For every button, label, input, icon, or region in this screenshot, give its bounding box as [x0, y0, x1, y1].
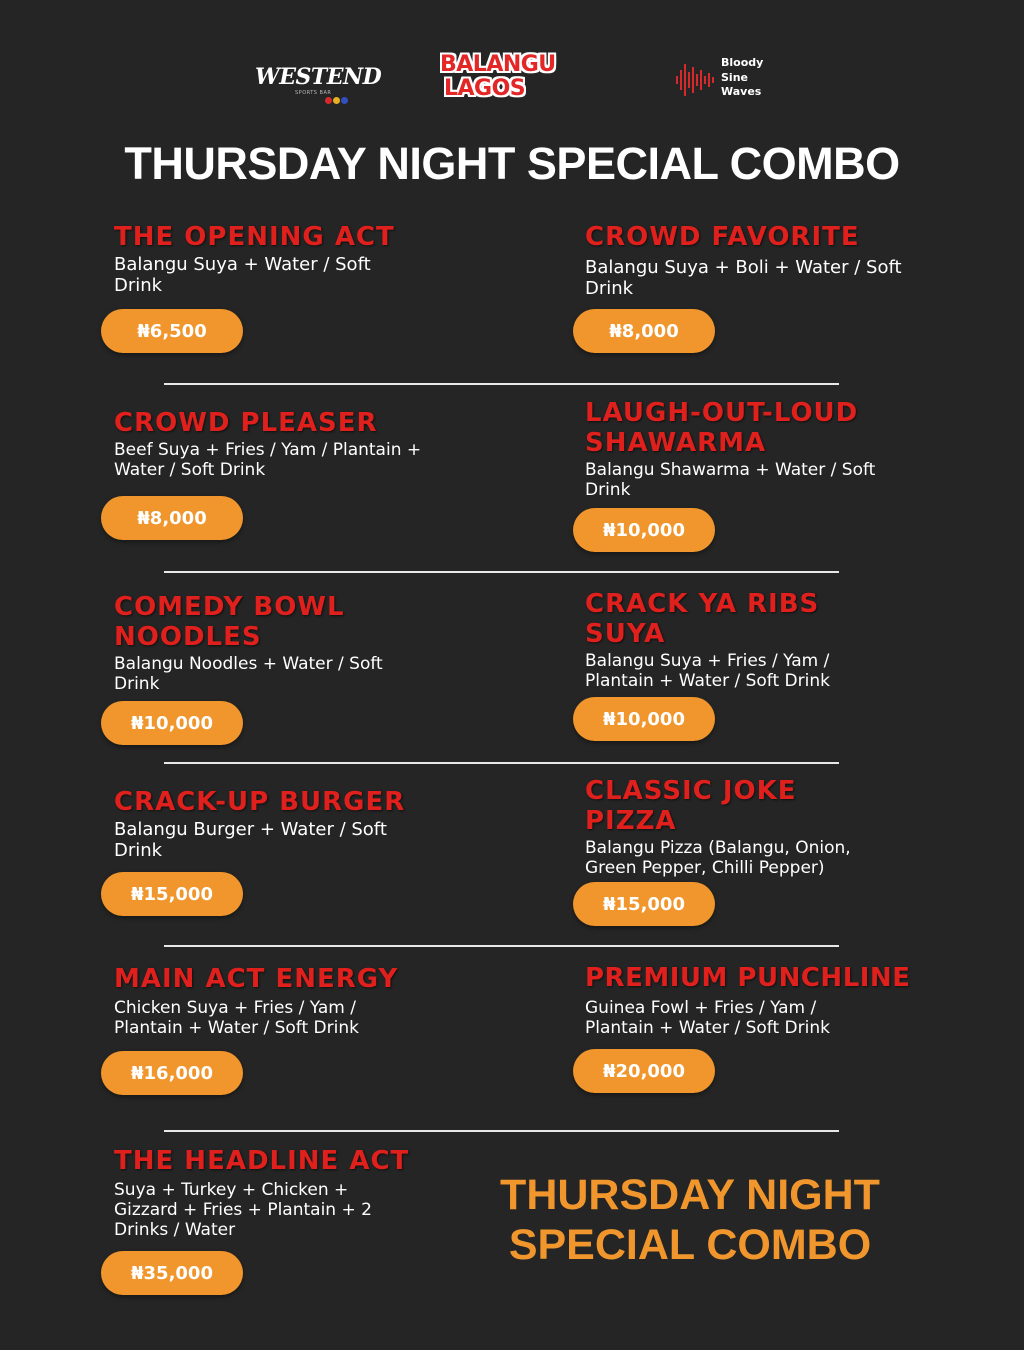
price-badge: ₦6,500: [101, 309, 243, 353]
price-badge: ₦10,000: [573, 508, 715, 552]
menu-item-main-act-energy: [114, 964, 514, 1038]
balangu-logo-line2: LAGOS: [444, 76, 526, 101]
price-badge: ₦10,000: [573, 697, 715, 741]
divider: [164, 762, 839, 764]
logo-bar: [0, 50, 1024, 112]
divider: [164, 1130, 839, 1132]
price-badge: ₦15,000: [573, 882, 715, 926]
item-description: Balangu Suya + Boli + Water / Soft Drink: [585, 257, 902, 299]
item-title: CROWD FAVORITE: [585, 222, 860, 252]
item-description: Beef Suya + Fries / Yam / Plantain + Water / Soft Drink: [114, 440, 422, 480]
item-title: MAIN ACT ENERGY: [114, 964, 399, 994]
item-description: Guinea Fowl + Fries / Yam / Plantain + Water / Soft Drink: [585, 998, 830, 1038]
menu-item-classic-joke-pizza: [585, 776, 885, 878]
item-description: Balangu Noodles + Water / Soft Drink: [114, 654, 383, 694]
item-description: Balangu Pizza (Balangu, Onion, Green Pepper, Chilli Pepper): [585, 838, 851, 878]
item-title: CRACK YA RIBS SUYA: [585, 589, 820, 649]
menu-item-crack-ya-ribs-suya: [585, 589, 865, 691]
billiard-balls-icon: [325, 89, 349, 108]
item-description: Balangu Suya + Water / Soft Drink: [114, 254, 371, 296]
bloody-sine-waves-logo: [676, 56, 776, 106]
menu-item-headline-act: [114, 1146, 514, 1240]
balangu-lagos-logo: [440, 53, 585, 109]
price-badge: ₦35,000: [101, 1251, 243, 1295]
item-title: CRACK-UP BURGER: [114, 787, 406, 817]
page-title: THURSDAY NIGHT SPECIAL COMBO: [124, 138, 900, 189]
price-badge: ₦10,000: [101, 701, 243, 745]
item-description: Balangu Burger + Water / Soft Drink: [114, 819, 387, 861]
westend-subtext: SPORTS BAR: [295, 90, 332, 96]
menu-item-crowd-favorite: [585, 222, 985, 299]
item-description: Balangu Shawarma + Water / Soft Drink: [585, 460, 876, 500]
menu-item-crack-up-burger: [114, 787, 514, 861]
divider: [164, 945, 839, 947]
closing-line2: SPECIAL COMBO: [508, 1221, 872, 1269]
divider: [164, 383, 839, 385]
item-title: COMEDY BOWL NOODLES: [114, 592, 345, 652]
bloody-sine-waves-text: Bloody Sine Waves: [721, 56, 764, 98]
westend-logo: [255, 64, 380, 104]
item-description: Chicken Suya + Fries / Yam / Plantain + Water / Soft Drink: [114, 998, 359, 1038]
westend-wordmark: WESTEND: [255, 64, 382, 90]
item-title: THE OPENING ACT: [114, 222, 395, 252]
menu-item-laugh-out-loud-shawarma: [585, 398, 905, 500]
menu-item-premium-punchline: [585, 963, 915, 1038]
menu-item-opening-act: [114, 222, 514, 296]
item-description: Balangu Suya + Fries / Yam / Plantain + Water / Soft Drink: [585, 651, 830, 691]
menu-item-comedy-bowl-noodles: [114, 592, 414, 694]
item-title: THE HEADLINE ACT: [114, 1146, 410, 1176]
item-title: CLASSIC JOKE PIZZA: [585, 776, 797, 836]
menu-item-crowd-pleaser: [114, 408, 514, 480]
item-title: PREMIUM PUNCHLINE: [585, 963, 911, 993]
price-badge: ₦20,000: [573, 1049, 715, 1093]
item-description: Suya + Turkey + Chicken + Gizzard + Fries + Plantain + 2 Drinks / Water: [114, 1180, 372, 1240]
price-badge: ₦15,000: [101, 872, 243, 916]
price-badge: ₦8,000: [573, 309, 715, 353]
price-badge: ₦8,000: [101, 496, 243, 540]
balangu-logo-line1: BALANGU: [440, 52, 556, 77]
sound-wave-icon: [676, 62, 716, 98]
price-badge: ₦16,000: [101, 1051, 243, 1095]
item-title: CROWD PLEASER: [114, 408, 378, 438]
item-title: LAUGH-OUT-LOUD SHAWARMA: [585, 398, 859, 458]
divider: [164, 571, 839, 573]
closing-title: [470, 1170, 910, 1270]
closing-line1: THURSDAY NIGHT: [500, 1171, 880, 1219]
